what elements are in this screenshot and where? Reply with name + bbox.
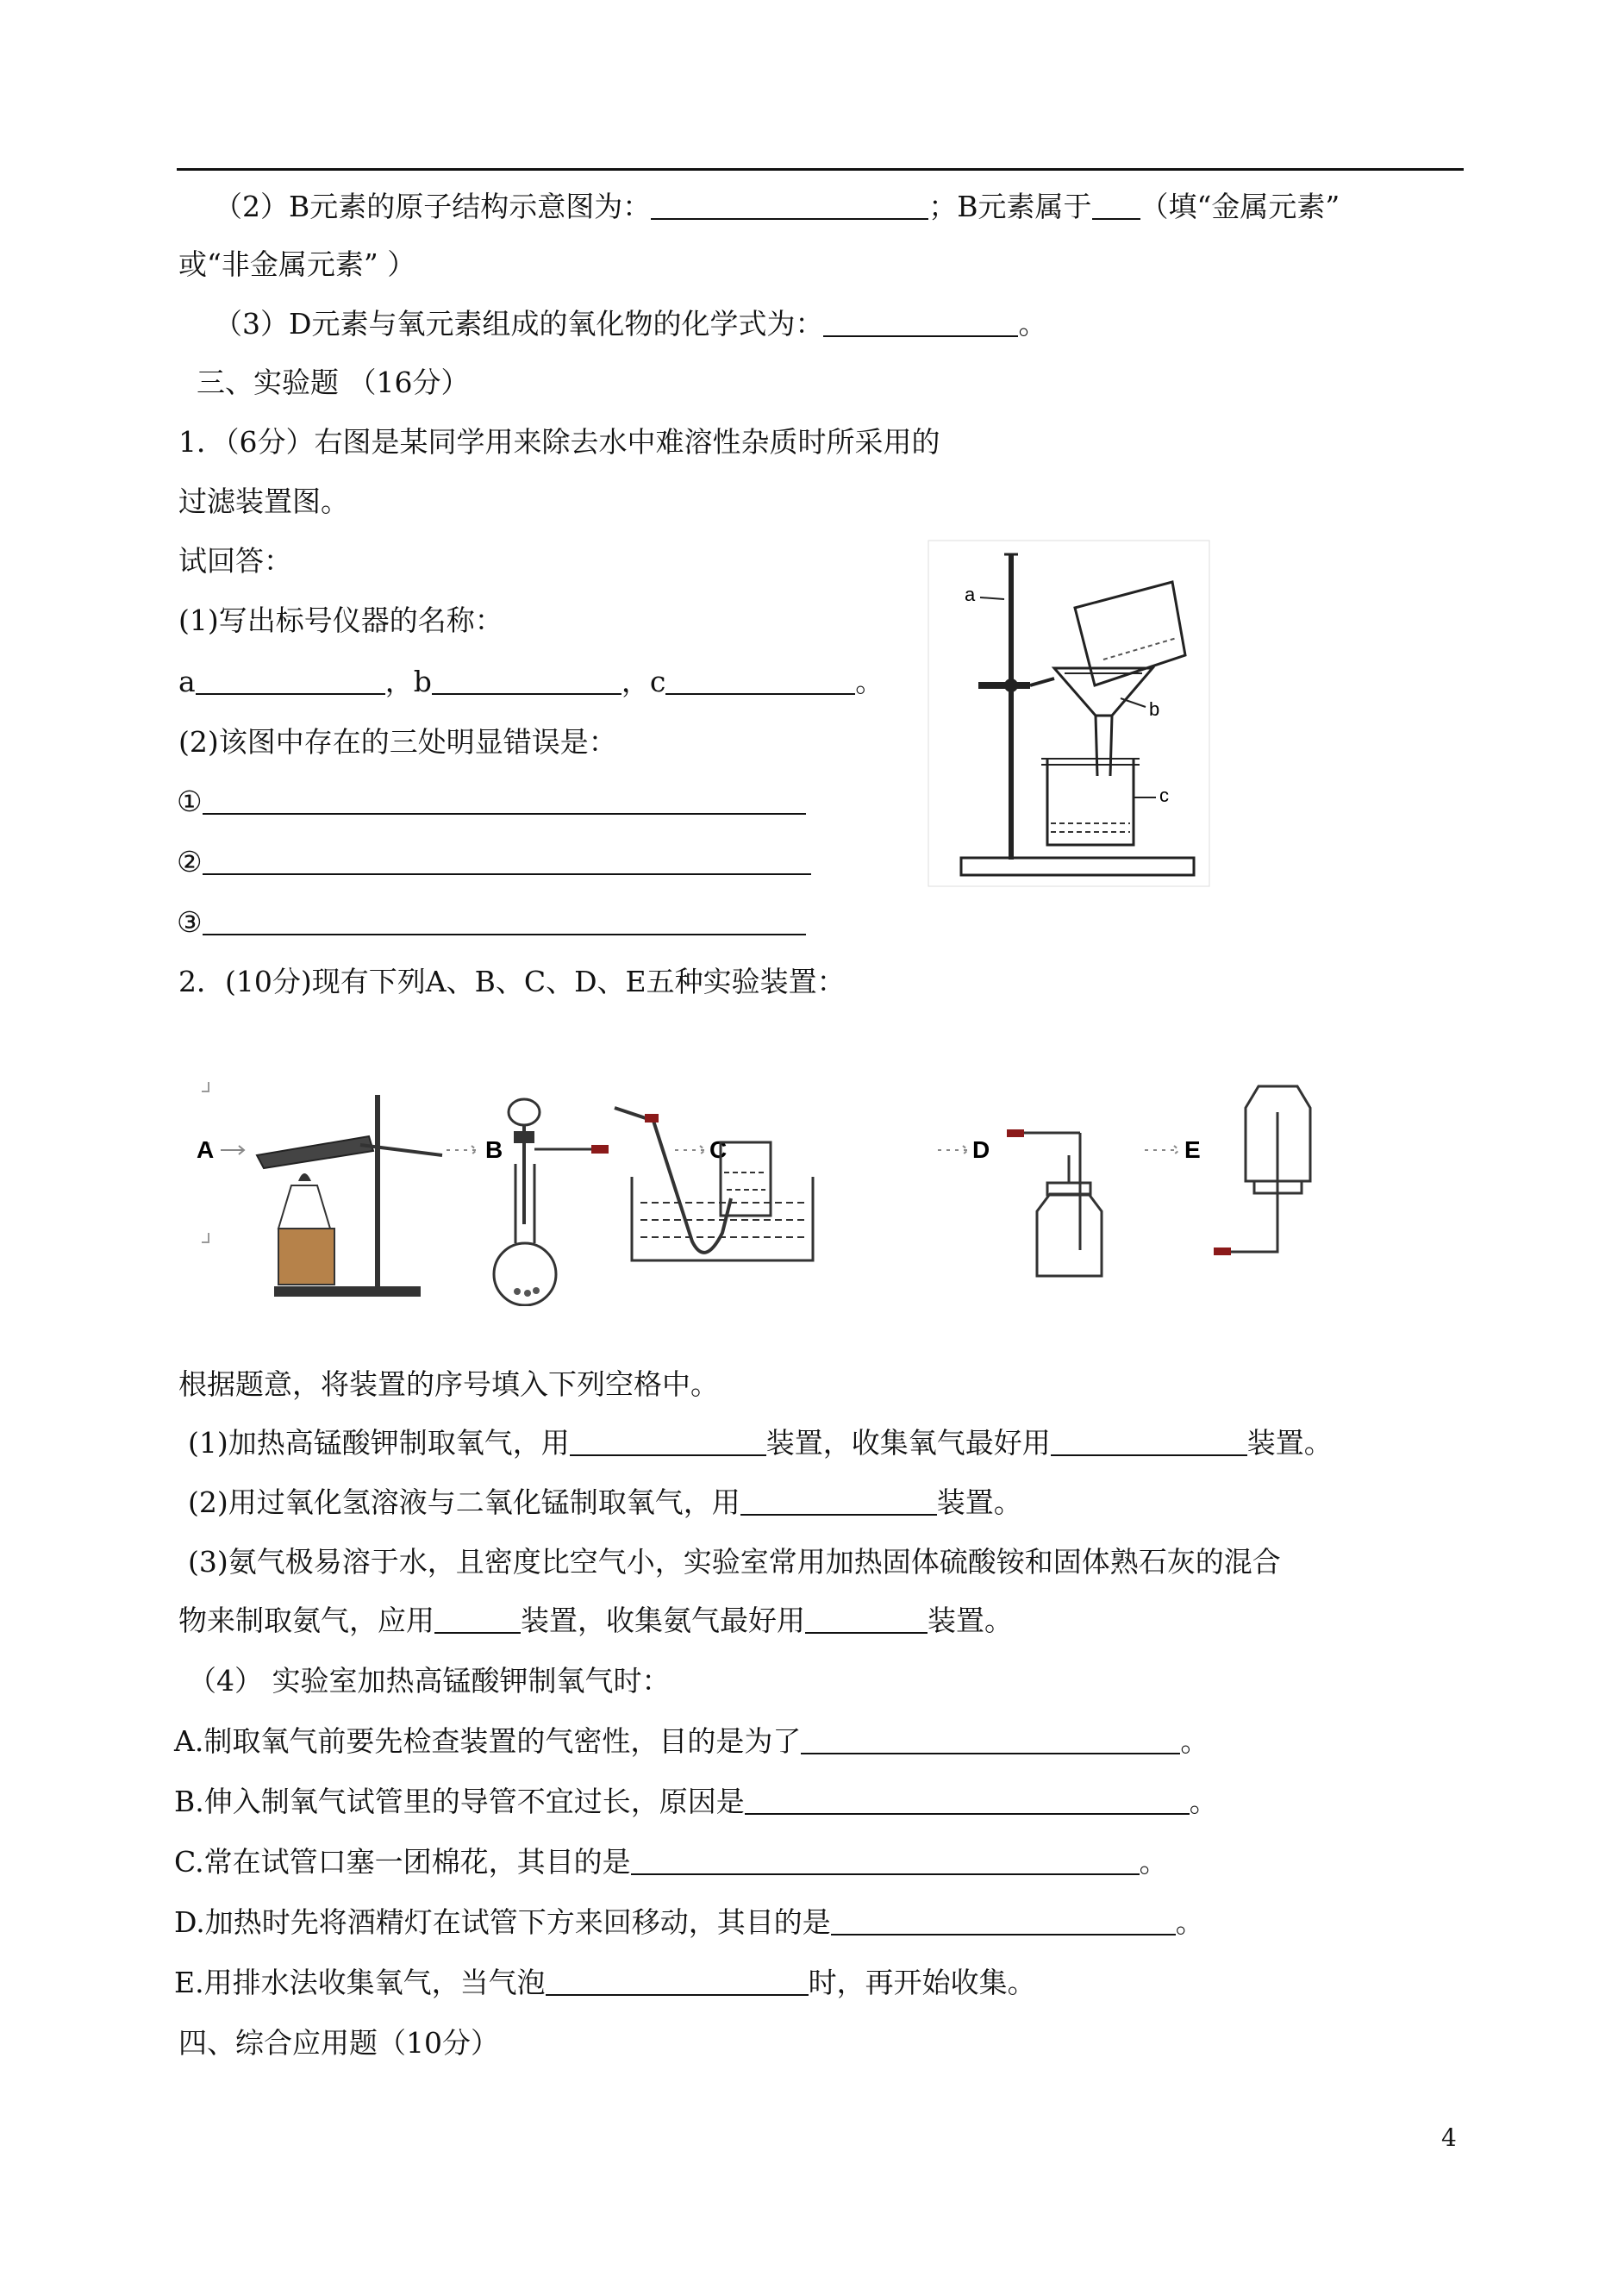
exp2-item-E bbox=[174, 1966, 1036, 2000]
text: B.伸入制氧气试管里的导管不宜过长，原因是 bbox=[174, 1785, 745, 1818]
text: 装置。 bbox=[936, 1485, 1022, 1519]
exp2-q3-line1: (3)氨气极易溶于水，且密度比空气小，实验室常用加热固体硫酸铵和固体熟石灰的混合 bbox=[188, 1545, 1281, 1579]
answer-blank[interactable] bbox=[651, 192, 928, 220]
answer-blank[interactable] bbox=[831, 1908, 1176, 1935]
answer-blank[interactable] bbox=[203, 847, 811, 875]
blank-a[interactable] bbox=[196, 667, 385, 695]
answer-blank[interactable] bbox=[434, 1606, 521, 1634]
exp2-item-D bbox=[174, 1905, 1204, 1940]
page-number: 4 bbox=[1441, 2123, 1457, 2152]
exp2-q1 bbox=[188, 1426, 1333, 1460]
answer-blank[interactable] bbox=[740, 1488, 937, 1516]
answer-blank[interactable] bbox=[805, 1606, 928, 1634]
q3-line bbox=[214, 307, 1046, 341]
exp1-line1: 1．（6分）右图是某同学用来除去水中难溶性杂质时所采用的 bbox=[178, 425, 940, 459]
error-3 bbox=[177, 905, 806, 940]
answer-blank[interactable] bbox=[1092, 192, 1140, 220]
exp1-line3: 试回答： bbox=[178, 544, 292, 578]
text: (1)加热高锰酸钾制取氧气，用 bbox=[188, 1426, 570, 1460]
answer-blank[interactable] bbox=[823, 310, 1018, 337]
apparatus-D bbox=[1007, 1129, 1102, 1276]
text: ① bbox=[177, 785, 203, 818]
apparatus-B bbox=[494, 1099, 609, 1305]
exp2-item-A bbox=[174, 1724, 1209, 1759]
text: ；B元素属于 bbox=[928, 190, 1092, 223]
label-A: A bbox=[197, 1136, 215, 1163]
label-B: B bbox=[485, 1136, 503, 1163]
answer-blank[interactable] bbox=[203, 908, 806, 935]
text: 。 bbox=[1180, 1724, 1209, 1758]
text: 。 bbox=[1018, 307, 1047, 341]
text: （3）D元素与氧元素组成的氧化物的化学式为： bbox=[214, 307, 824, 341]
apparatus-C bbox=[615, 1108, 813, 1260]
blank-b[interactable] bbox=[432, 667, 621, 695]
text: 。 bbox=[1175, 1905, 1204, 1939]
text: 装置，收集氨气最好用 bbox=[521, 1604, 805, 1637]
text: C.常在试管口塞一团棉花，其目的是 bbox=[174, 1845, 631, 1879]
fig-label-b: b bbox=[1149, 698, 1160, 720]
text: 时，再开始收集。 bbox=[808, 1966, 1036, 1999]
text: (2)用过氧化氢溶液与二氧化锰制取氧气，用 bbox=[188, 1485, 740, 1519]
section3-title: 三、实验题 （16分） bbox=[197, 366, 470, 399]
error-1 bbox=[177, 785, 806, 819]
label-C: C bbox=[709, 1136, 728, 1163]
q2-line2: 或“非金属元素” ） bbox=[178, 247, 416, 281]
text: A.制取氧气前要先检查装置的气密性，目的是为了 bbox=[174, 1724, 802, 1758]
text: ② bbox=[177, 845, 203, 879]
text: D.加热时先将酒精灯在试管下方来回移动，其目的是 bbox=[174, 1905, 831, 1939]
fig-label-c: c bbox=[1159, 785, 1169, 806]
text: 装置，收集氧气最好用 bbox=[765, 1426, 1051, 1460]
exp2-line1: 2．(10分)现有下列A、B、C、D、E五种实验装置： bbox=[178, 965, 846, 998]
exp2-item-C bbox=[174, 1845, 1168, 1879]
error-2 bbox=[177, 845, 811, 879]
text: 。 bbox=[1189, 1785, 1218, 1818]
exp1-line6: (2)该图中存在的三处明显错误是： bbox=[178, 725, 617, 759]
exp2-q3-line2 bbox=[178, 1604, 1013, 1638]
blank-c[interactable] bbox=[665, 667, 855, 695]
answer-blank[interactable] bbox=[745, 1787, 1190, 1815]
text: ③ bbox=[177, 905, 203, 939]
text: ，b bbox=[384, 665, 432, 698]
text: （2）B元素的原子结构示意图为： bbox=[214, 190, 652, 223]
apparatus-figure bbox=[197, 1060, 1343, 1306]
fig-label-a: a bbox=[965, 584, 976, 605]
section4-title: 四、综合应用题（10分） bbox=[178, 2026, 499, 2060]
text: 物来制取氨气，应用 bbox=[178, 1604, 434, 1637]
exp2-q4: （4） 实验室加热高锰酸钾制氧气时： bbox=[188, 1664, 671, 1698]
text: 装置。 bbox=[1246, 1426, 1333, 1460]
exp2-q2 bbox=[188, 1485, 1022, 1520]
text: 装置。 bbox=[928, 1604, 1013, 1637]
text: 。 bbox=[855, 665, 884, 698]
q2-line1 bbox=[214, 190, 1340, 224]
apparatus-A bbox=[257, 1095, 442, 1297]
exp1-line4: (1)写出标号仪器的名称： bbox=[178, 603, 503, 637]
answer-blank[interactable] bbox=[801, 1727, 1180, 1754]
text: E.用排水法收集氧气，当气泡 bbox=[174, 1966, 546, 1999]
text: 。 bbox=[1139, 1845, 1168, 1879]
text: ，c bbox=[621, 665, 666, 698]
label-E: E bbox=[1184, 1136, 1201, 1163]
exp1-line2: 过滤装置图。 bbox=[178, 485, 349, 518]
apparatus-E bbox=[1214, 1086, 1310, 1255]
answer-blank[interactable] bbox=[546, 1968, 809, 1996]
label-D: D bbox=[972, 1136, 990, 1163]
text: （填“金属元素” bbox=[1140, 190, 1340, 223]
answer-blank[interactable] bbox=[1051, 1429, 1247, 1456]
answer-blank[interactable] bbox=[570, 1429, 766, 1456]
filtration-figure bbox=[927, 539, 1211, 888]
exp2-item-B bbox=[174, 1785, 1218, 1819]
exp2-instr: 根据题意，将装置的序号填入下列空格中。 bbox=[178, 1367, 719, 1401]
answer-blank[interactable] bbox=[631, 1848, 1140, 1875]
header-rule bbox=[177, 168, 1464, 171]
exp1-names-line bbox=[178, 665, 884, 699]
text: a bbox=[178, 665, 196, 698]
answer-blank[interactable] bbox=[203, 787, 806, 815]
